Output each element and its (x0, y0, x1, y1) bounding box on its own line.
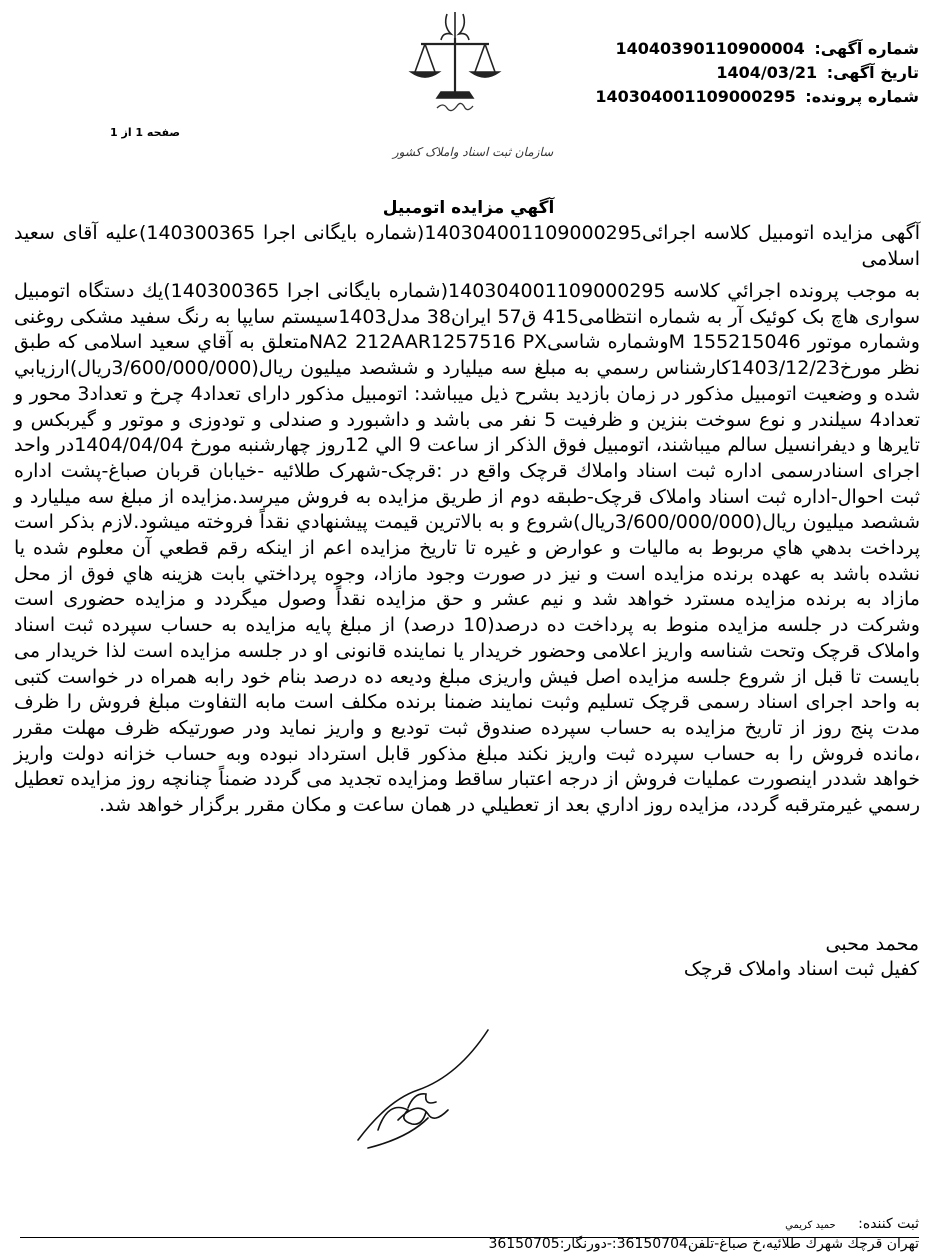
signer-title: کفیل ثبت اسناد واملاک قرچک (683, 958, 919, 980)
case-number (595, 87, 919, 106)
case-number-label: شماره پرونده: (805, 87, 919, 106)
registrar (785, 1216, 919, 1232)
judiciary-emblem-icon (375, 4, 555, 164)
office-address: تهران قرچك شهرك طلائيه،خ صباغ-تلفن36150704:-دورنگار:36150705 (488, 1236, 919, 1252)
registrar-value: حميد كريمي (785, 1220, 836, 1231)
notice-date-value: 1404/03/21 (716, 63, 818, 82)
case-number-value: 140304001109000295 (595, 87, 796, 106)
notice-date (716, 63, 919, 82)
notice-number-label: شماره آگهی: (814, 39, 919, 58)
registrar-label: ثبت کننده: (858, 1216, 919, 1232)
notice-number (616, 39, 919, 58)
emblem-caption: سازمان ثبت اسناد واملاک کشور (392, 145, 554, 159)
notice-number-value: 14040390110900004 (615, 39, 805, 58)
auction-details-paragraph: به موجب پرونده اجرائي كلاسه 140304001109000295(شماره بايگانی اجرا 140300365)يك دستگاه اتومبیل سواری هاچ بک کوئیک آر به شماره انتظامی415 ق57 ایران38 مدل1403سیستم سایپا به رنگ سفید مشکی روغنی وشماره موتور 155215046 Mوشماره شاسیNA2 212AAR1257516 PXمتعلق به آقاي سعید اسلامی که طبق نظر مورخ1403/12/23کارشناس رسمي به مبلغ سه ميليارد و ششصد میلیون ريال(3/600/000/000ريال)ارزيابي شده و وضعيت اتومبيل مذكور در زمان بازدید بشرح ذيل ميباشد: اتومبیل مذکور دارای تعداد4 چرخ و تعداد3 محور و تعداد4 سیلندر و نوع سوخت بنزین و ظرفیت 5 نفر می باشد و داشبورد و صندلی و تودوزی و موتور و گیربکس و تایرها و دیفرانسیل سالم میباشند، اتومبيل فوق الذكر از ساعت 9 الي 12روز چهارشنبه مورخ 1404/04/04در واحد اجرای اسنادرسمی اداره ثبت اسناد واملاك قرچک واقع در :قرچک-شهرک طلائیه -خیابان قربان صباغ-پشت اداره ثبت احوال-اداره ثبت اسناد واملاک قرچک-طبقه دوم از طريق مزايده به فروش ميرسد.مزايده از مبلغ سه ميليارد و ششصد میلیون ريال(3/600/000/000ريال)شروع و به بالاترين قيمت پيشنهادي نقداً فروخته ميشود.لازم بذكر است پرداخت بدهي هاي مربوط به ماليات و عوارض و غيره تا تاريخ مزايده اعم از اينكه رقم قطعي آن معلوم شده يا نشده باشد به عهده برنده مزايده است و نيز در صورت وجود مازاد، وجوه پرداختي بابت هزينه هاي فوق از محل مازاد به برنده مزايده مسترد خواهد شد و نيم عشر و حق مزايده نقداً وصول ميگردد و مزایده حضوری است وشرکت در جلسه مزایده منوط به پرداخت ده درصد(10 درصد) از مبلغ پایه مزایده به حساب سپرده ثبت اسناد واملاک قرچک وتحت شناسه واریز اعلامی وحضور خریدار یا نماینده قانونی او در جلسه مزایده است لذا خریدار می بایست تا قبل از شروع جلسه مزایده اصل فیش واریزی مبلغ ودیعه ده درصد بنام خود رابه همراه در خواست کتبی به واحد اجرای اسناد رسمی قرچک تسلیم وثبت نمایند ضمنا برنده مکلف است مابه التفاوت مبلغ فروش را ظرف مدت پنج روز از تاریخ مزایده به حساب سپرده صندوق ثبت تودیع و واریز نماید ودر صورتیکه ظرف مهلت مقرر ،مانده فروش را به حساب سپرده ثبت واریز نکند مبلغ مذکور قابل استرداد نبوده وبه حساب خزانه دولت واریز خواهد شددر اینصورت عملیات فروش از درجه اعتبار ساقط ومزایده تجدید می گردد ضمناً چنانچه روز مزايده تعطيل رسمي غيرمترقبه گردد، مزايده روز اداري بعد از تعطيلي در همان ساعت و مكان مقرر برگزار خواهد شد. (14, 280, 921, 817)
signer-name: محمد محبی (825, 933, 919, 955)
intro-paragraph: آگهی مزایده اتومبیل کلاسه اجرائی140304001109000295(شماره بایگانی اجرا 140300365)علیه آقای سعید اسلامی (14, 222, 921, 270)
page-number: صفحه 1 از 1 (110, 126, 181, 139)
document-title: آگهي مزايده اتومبيل (382, 198, 555, 218)
notice-date-label: تاریخ آگهی: (826, 63, 919, 82)
handwritten-signature (338, 1020, 508, 1160)
